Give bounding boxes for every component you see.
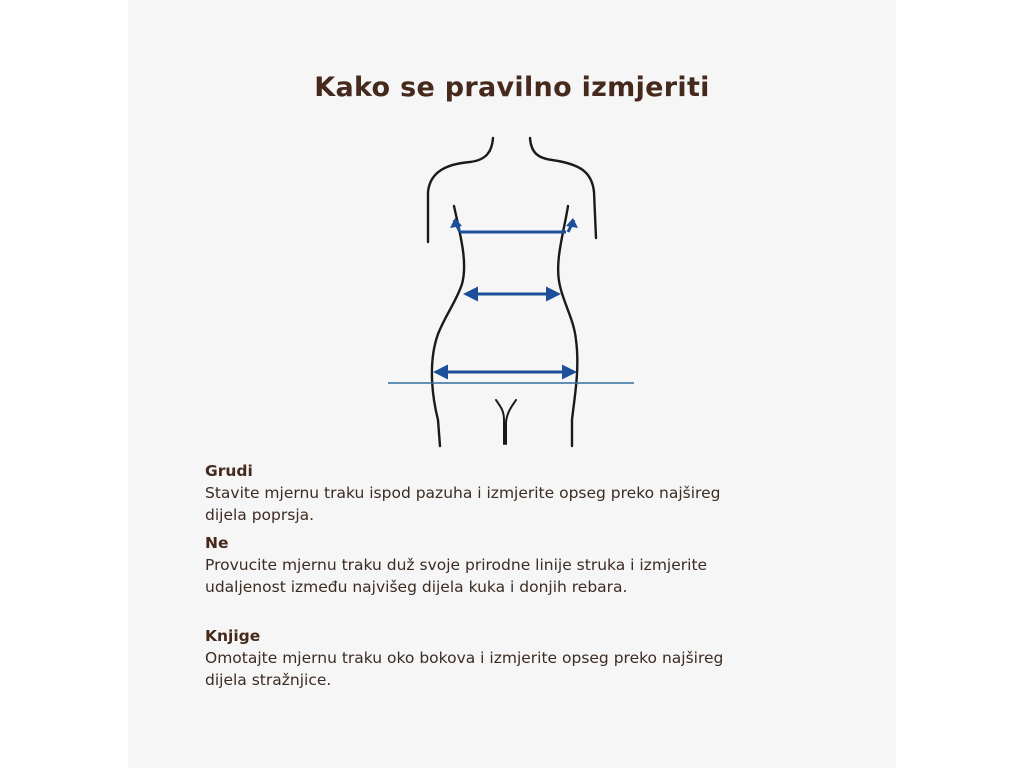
section-text-line: Omotajte mjernu traku oko bokova i izmjerite opseg preko najšireg (205, 649, 724, 667)
crotch-outline (496, 400, 516, 444)
section-heading: Knjige (205, 627, 261, 645)
right-shoulder-outline (530, 138, 596, 238)
content-panel (128, 0, 896, 768)
chest-measure-arrow (450, 218, 578, 232)
section-text-line: Provucite mjernu traku duž svoje prirodne linije struka i izmjerite (205, 556, 708, 574)
section-text-line: dijela stražnjice. (205, 671, 332, 689)
right-torso-outline (558, 206, 577, 446)
section-heading: Grudi (205, 462, 253, 480)
body-measurement-figure (388, 134, 638, 448)
section-hips (205, 625, 805, 691)
left-torso-outline (432, 206, 464, 446)
section-waist (205, 532, 805, 598)
page-title: Kako se pravilno izmjeriti (314, 72, 710, 103)
section-chest (205, 460, 805, 526)
section-text-line: Stavite mjernu traku ispod pazuha i izmjerite opseg preko najšireg (205, 484, 721, 502)
section-text-line: dijela poprsja. (205, 506, 315, 524)
section-heading: Ne (205, 534, 229, 552)
left-shoulder-outline (428, 138, 493, 242)
section-text-line: udaljenost između najvišeg dijela kuka i donjih rebara. (205, 578, 628, 596)
